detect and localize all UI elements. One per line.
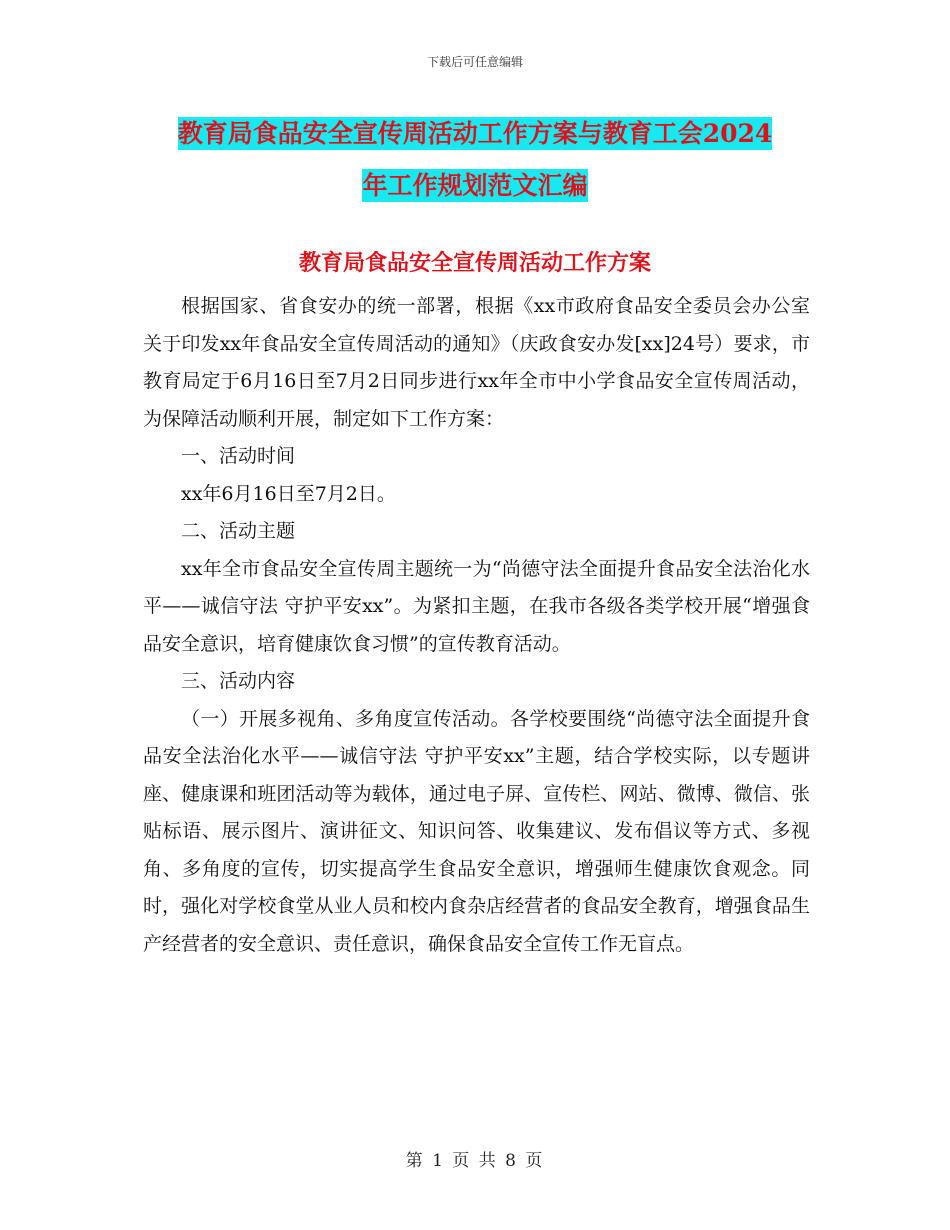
heading-activity-theme: 二、活动主题 xyxy=(181,520,296,542)
header-note: 下载后可任意编辑 xyxy=(426,55,523,69)
document-title xyxy=(140,108,810,212)
paragraph-activity-time: xx年6月16日至7月2日。 xyxy=(181,482,396,505)
heading-activity-time: 一、活动时间 xyxy=(181,445,296,467)
document-body xyxy=(143,288,810,963)
paragraph-activity-theme: xx年全市食品安全宣传周主题统一为“尚德守法全面提升食品安全法治化水平——诚信守法 守护平安xx”。为紧扣主题，在我市各级各类学校开展“增强食品安全意识，培育健康饮食习惯”的宣传教育活动。 xyxy=(143,557,810,655)
document-title-line-2: 年工作规划范文汇编 xyxy=(362,171,588,200)
section-title: 教育局食品安全宣传周活动工作方案 xyxy=(298,250,651,276)
paragraph-intro: 根据国家、省食安办的统一部署，根据《xx市政府食品安全委员会办公室关于印发xx年食品安全宣传周活动的通知》（庆政食安办发[xx]24号）要求，市教育局定于6月16日至7月2日同步进行xx年全市中小学食品安全宣传周活动，为保障活动顺利开展，制定如下工作方案： xyxy=(143,295,810,430)
page-footer: 第 1 页 共 8 页 xyxy=(405,1151,545,1171)
heading-activity-content: 三、活动内容 xyxy=(181,670,296,692)
paragraph-activity-content-1: （一）开展多视角、多角度宣传活动。各学校要围绕“尚德守法全面提升食品安全法治化水平——诚信守法 守护平安xx”主题，结合学校实际，以专题讲座、健康课和班团活动等为载体，通过电子屏、宣传栏、网站、微博、微信、张贴标语、展示图片、演讲征文、知识问答、收集建议、发布倡议等方式、多视角、多角度的宣传，切实提高学生食品安全意识，增强师生健康饮食观念。同时，强化对学校食堂从业人员和校内食杂店经营者的食品安全教育，增强食品生产经营者的安全意识、责任意识，确保食品安全宣传工作无盲点。 xyxy=(143,707,810,955)
document-title-line-1: 教育局食品安全宣传周活动工作方案与教育工会2024 xyxy=(177,119,773,148)
